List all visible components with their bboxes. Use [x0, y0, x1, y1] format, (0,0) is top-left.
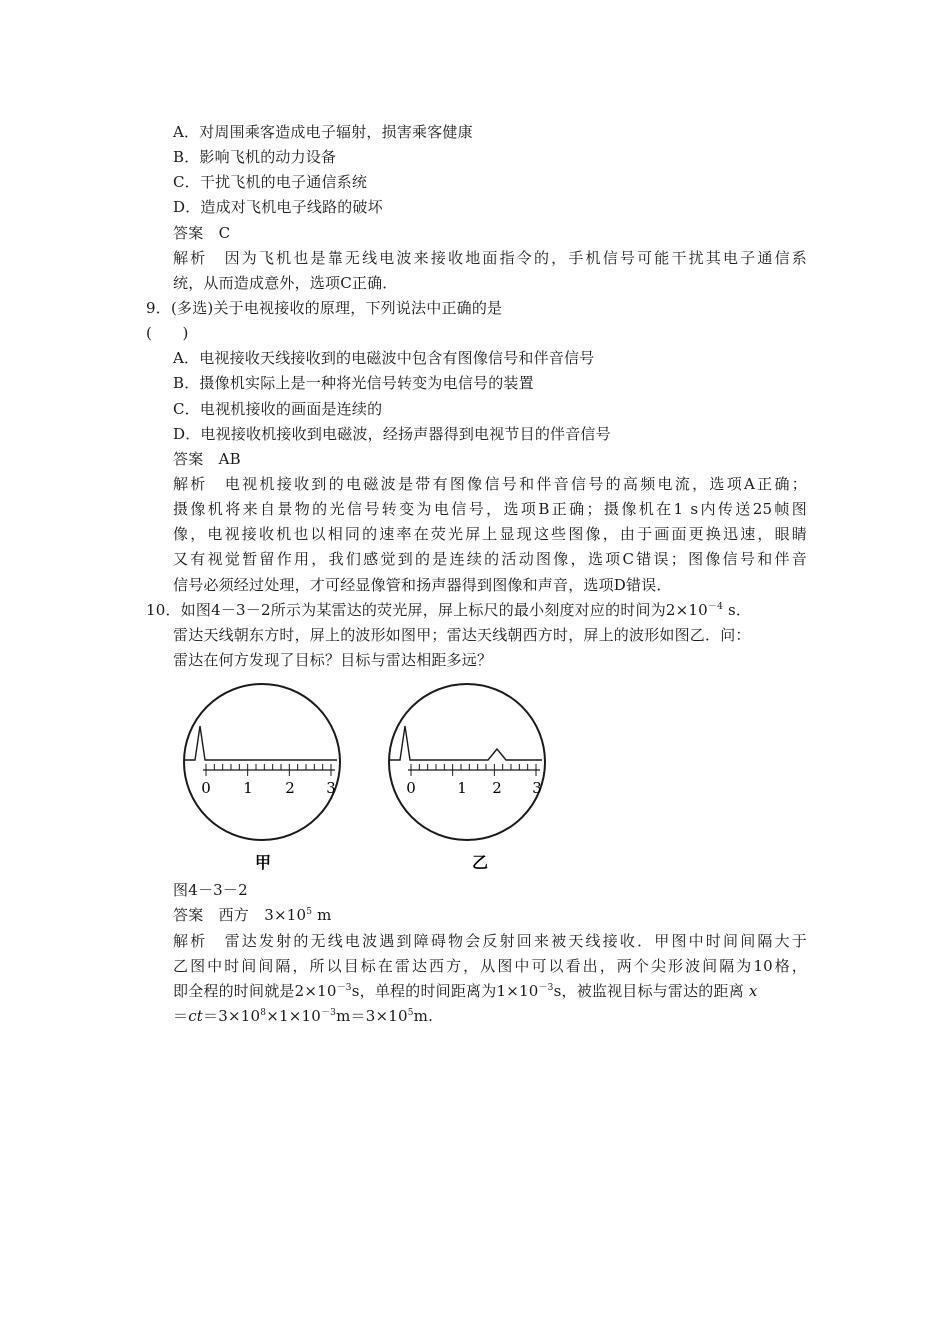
q8-analysis-line-2: 统，从而造成意外，选项C正确． [173, 274, 398, 292]
q10-analysis-line-2: 乙图中时间间隔，所以目标在雷达西方，从图中可以看出，两个尖形波间隔为10格， [173, 957, 807, 975]
q8-answer: 答案 C [173, 224, 231, 242]
q10-answer: 答案 西方 $3\times 10^5$ m [173, 906, 332, 924]
screen-yi-label: 乙 [471, 853, 489, 872]
q8-option-d: D．造成对飞机电子线路的破坏 [173, 198, 383, 216]
screen-jia-tick-label-2: 2 [285, 779, 295, 797]
q8-analysis-line-1: 解析 因为飞机也是靠无线电波来接收地面指令的，手机信号可能干扰其电子通信系 [173, 249, 807, 267]
radar-screen-yi [389, 684, 545, 872]
screen-jia-label: 甲 [254, 853, 272, 872]
q10-analysis-line-1: 解析 雷达发射的无线电波遇到障碍物会反射回来被天线接收．甲图中时间间隔大于 [173, 932, 807, 950]
q10-stem-line-1: 10．如图4－3－2所示为某雷达的荧光屏，屏上标尺的最小刻度对应的时间为$2\times 10^{-4}$ s． [146, 601, 752, 619]
q9-option-d: D．电视接收机接收到电磁波，经扬声器得到电视节目的伴音信号 [173, 425, 611, 443]
screen-yi-tick-label-0: 0 [406, 779, 416, 797]
q10-stem-line-2: 雷达天线朝东方时，屏上的波形如图甲；雷达天线朝西方时，屏上的波形如图乙．问： [173, 626, 751, 644]
screen-jia-tick-label-0: 0 [201, 779, 211, 797]
screen-yi-tick-label-3: 3 [532, 779, 542, 797]
screen-jia-scale-ticks [206, 764, 331, 776]
q9-analysis-line-3: 像，电视接收机也以相同的速率在荧光屏上显现这些图像，由于画面更换迅速，眼睛 [173, 525, 807, 543]
q8-option-c: C．干扰飞机的电子通信系统 [173, 173, 368, 191]
q9-analysis-line-5: 信号必须经过处理，才可经显像管和扬声器得到图像和声音，选项D错误． [173, 576, 672, 594]
screen-jia-tick-label-3: 3 [326, 779, 336, 797]
q9-analysis-line-4: 又有视觉暂留作用，我们感觉到的是连续的活动图像，选项C错误；图像信号和伴音 [173, 550, 807, 568]
screen-yi-waveform [390, 726, 542, 760]
q10-figure-caption: 图4－3－2 [173, 881, 248, 899]
q9-answer: 答案 AB [173, 450, 241, 468]
q9-option-c: C．电视机接收的画面是连续的 [173, 400, 383, 418]
screen-yi-scale-ticks [411, 764, 536, 776]
q9-option-b: B．摄像机实际上是一种将光信号转变为电信号的装置 [173, 374, 534, 392]
screen-jia-waveform [185, 726, 337, 760]
screen-jia-tick-label-1: 1 [243, 779, 253, 797]
screen-yi-outline [389, 684, 545, 840]
q9-option-a: A．电视接收天线接收到的电磁波中包含有图像信号和伴音信号 [173, 349, 595, 367]
q9-answer-paren: ( ) [146, 324, 189, 342]
q9-analysis-line-2: 摄像机将来自景物的光信号转变为电信号，选项B正确；摄像机在1 s内传送25帧图 [173, 500, 807, 518]
q10-analysis-line-3: 即全程的时间就是$2\times 10^{-3}s$，单程的时间距离为$1\times 10^{-3}s$，被监视目标与雷达的距离 x [173, 982, 758, 1000]
screen-yi-tick-label-1: 1 [457, 779, 467, 797]
q9-stem: 9．(多选)关于电视接收的原理，下列说法中正确的是 [146, 299, 503, 317]
screen-yi-tick-label-2: 2 [492, 779, 502, 797]
q10-stem-line-3: 雷达在何方发现了目标？目标与雷达相距多远？ [173, 651, 493, 669]
q8-option-b: B．影响飞机的动力设备 [173, 148, 337, 166]
q8-option-a: A．对周围乘客造成电子辐射，损害乘客健康 [173, 123, 473, 141]
q9-analysis-line-1: 解析 电视机接收到的电磁波是带有图像信号和伴音信号的高频电流，选项A正确； [173, 475, 807, 493]
radar-screen-jia [184, 684, 340, 872]
q10-analysis-line-4: $=ct=3\times 10^8\times 1\times 10^{-3}m=3\times 10^5m$. [173, 1007, 434, 1025]
screen-jia-outline [184, 684, 340, 840]
